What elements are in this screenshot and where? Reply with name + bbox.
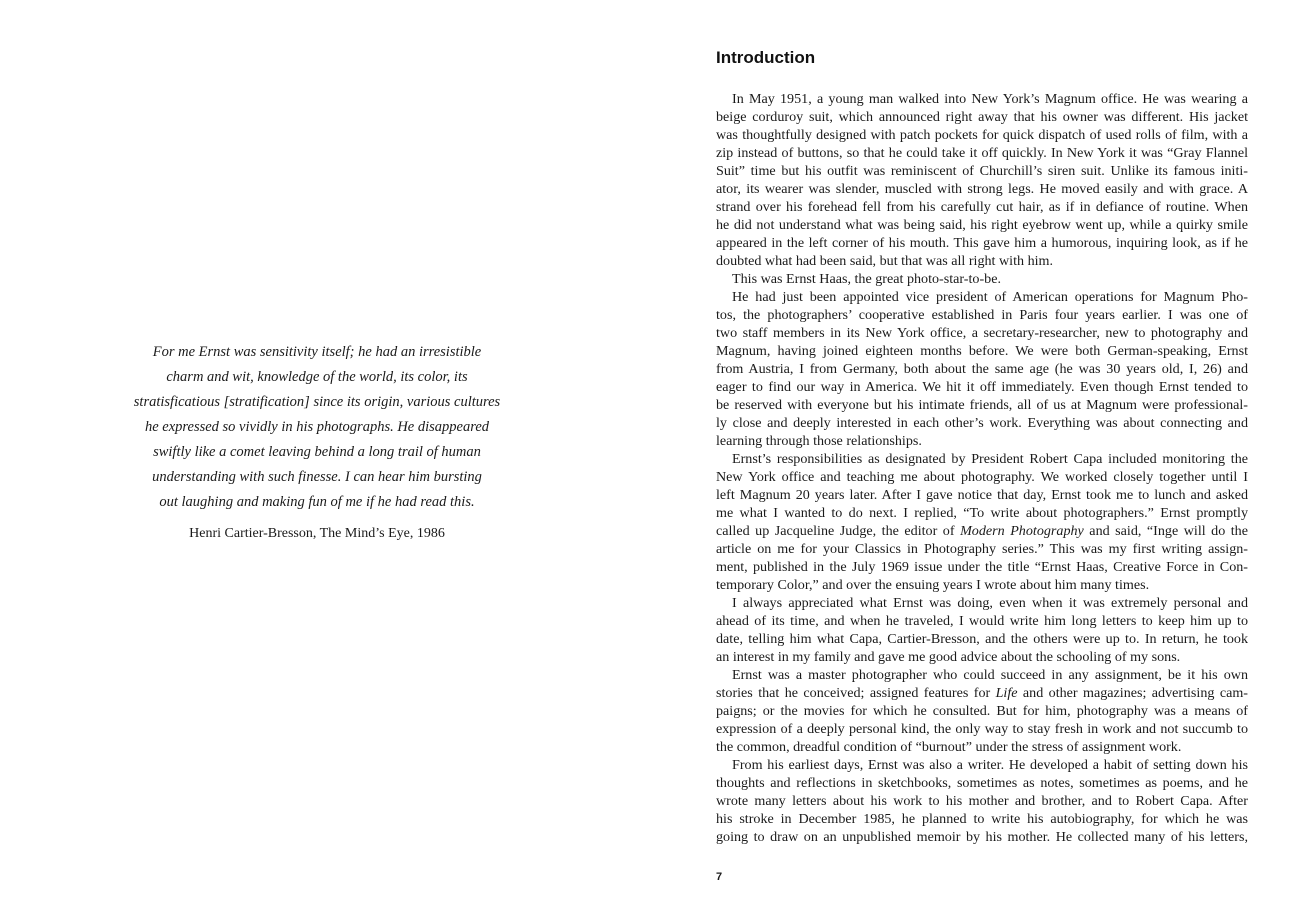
text-line xyxy=(716,360,1248,378)
text-line xyxy=(716,162,1248,180)
text-run: I always appreciated what Ernst was doing, even when it was extremely personal and xyxy=(732,595,1248,611)
text-line xyxy=(716,702,1248,720)
epigraph-line: he expressed so vividly in his photographs. He disappeared xyxy=(144,419,490,435)
text-run: thoughts and reflections in sketchbooks, sometimes as notes, sometimes as poems, and he xyxy=(716,775,1248,791)
text-line xyxy=(716,108,1248,126)
text-line xyxy=(716,432,1248,450)
text-run: doubted what had been said, but that was all right with him. xyxy=(716,253,1054,269)
text-line xyxy=(716,594,1248,612)
text-line xyxy=(716,504,1248,522)
text-line xyxy=(716,522,1248,540)
text-run: beige corduroy suit, which announced right away that his owner was different. His jacket xyxy=(716,109,1248,125)
text-line xyxy=(716,234,1248,252)
text-run: Magnum, having joined eighteen months before. We were both German-speaking, Ernst xyxy=(716,343,1248,359)
text-run: expression of a deeply personal kind, the only way to stay fresh in work and not succumb to xyxy=(716,721,1248,737)
text-line xyxy=(716,90,1248,108)
text-line xyxy=(716,666,1248,684)
text-line xyxy=(716,558,1248,576)
epigraph-line: understanding with such finesse. I can hear him bursting xyxy=(152,469,482,485)
text-run: learning through those relationships. xyxy=(716,433,922,449)
text-run: Ernst was a master photographer who could succeed in any assignment, be it his own xyxy=(732,667,1248,683)
text-run: the common, dreadful condition of “burnout” under the stress of assignment work. xyxy=(716,739,1182,755)
text-run: going to draw on an unpublished memoir by his mother. He collected many of his letters, xyxy=(716,829,1248,845)
text-line xyxy=(716,684,1248,702)
text-run: From his earliest days, Ernst was also a writer. He developed a habit of setting down his xyxy=(732,757,1248,773)
text-run: and said, “Inge will do the xyxy=(1083,523,1248,539)
text-run: Suit” time but his outfit was reminiscent of Churchill’s siren suit. Unlike its famous initi- xyxy=(716,163,1248,179)
text-run: be reserved with everyone but his intimate friends, all of us at Magnum were professional- xyxy=(716,397,1248,413)
introduction-body xyxy=(716,90,1248,846)
text-line xyxy=(716,774,1248,792)
text-run: tos, the photographers’ cooperative established in Paris four years earlier. I was one of xyxy=(716,307,1248,323)
epigraph-attribution: Henri Cartier-Bresson, The Mind’s Eye, 1986 xyxy=(189,526,445,541)
text-line xyxy=(716,306,1248,324)
text-line xyxy=(716,720,1248,738)
text-run: ator, its wearer was slender, muscled with strong legs. He moved easily and with grace. A xyxy=(716,181,1248,197)
text-line xyxy=(716,180,1248,198)
text-line xyxy=(716,288,1248,306)
text-run: wrote many letters about his work to his mother and brother, and to Robert Capa. After xyxy=(716,793,1248,809)
text-run: from Austria, I from Germany, both about the same age (he was 30 years old, I, 26) and xyxy=(716,361,1248,377)
epigraph-line: charm and wit, knowledge of the world, its color, its xyxy=(166,369,468,385)
text-run: an interest in my family and gave me good advice about the schooling of my sons. xyxy=(716,649,1181,665)
text-line xyxy=(716,324,1248,342)
page-number: 7 xyxy=(716,871,723,883)
text-run: He had just been appointed vice president of American operations for Magnum Pho- xyxy=(732,289,1248,305)
text-run: and other magazines; advertising cam- xyxy=(1017,685,1248,701)
text-run: two staff members in its New York office, a secretary-researcher, new to photography and xyxy=(716,325,1248,341)
text-line xyxy=(716,198,1248,216)
text-line xyxy=(716,396,1248,414)
text-run: strand over his forehead fell from his carefully cut hair, as if in defiance of routine. When xyxy=(716,199,1248,215)
epigraph-quote xyxy=(112,340,522,515)
text-run: In May 1951, a young man walked into New York’s Magnum office. He was wearing a xyxy=(732,91,1248,107)
text-run: New York office and teaching me about photography. We worked closely together until I xyxy=(716,469,1248,485)
text-line xyxy=(716,144,1248,162)
epigraph-line: out laughing and making fun of me if he had read this. xyxy=(159,494,475,510)
text-run: ahead of its time, and when he traveled, I would write him long letters to keep him up to xyxy=(716,613,1248,629)
text-run: left Magnum 20 years later. After I gave notice that day, Ernst took me to lunch and asked xyxy=(716,487,1248,503)
text-run: paigns; or the movies for which he consulted. But for him, photography was a means of xyxy=(716,703,1248,719)
text-run: called up Jacqueline Judge, the editor of xyxy=(716,523,961,539)
text-run: ly close and deeply interested in each other’s work. Everything was about connecting and xyxy=(716,415,1248,431)
epigraph-line: For me Ernst was sensitivity itself; he had an irresistible xyxy=(152,344,482,360)
text-line xyxy=(716,630,1248,648)
text-run: article on me for your Classics in Photography series.” This was my first writing assign- xyxy=(716,541,1248,557)
text-run: This was Ernst Haas, the great photo-star-to-be. xyxy=(732,271,1001,287)
text-line xyxy=(716,450,1248,468)
text-line xyxy=(716,468,1248,486)
text-run: he did not understand what was being said, his right eyebrow went up, while a quirky smile xyxy=(716,217,1248,233)
text-line xyxy=(716,792,1248,810)
text-run: his stroke in December 1985, he planned to write his autobiography, for which he was xyxy=(716,811,1248,827)
text-line xyxy=(716,216,1248,234)
text-line xyxy=(716,648,1248,666)
text-line xyxy=(716,828,1248,846)
text-line xyxy=(716,756,1248,774)
text-line xyxy=(716,486,1248,504)
text-run: appeared in the left corner of his mouth. This gave him a humorous, inquiring look, as if he xyxy=(716,235,1248,251)
text-line xyxy=(716,252,1248,270)
text-line xyxy=(716,378,1248,396)
epigraph-line: swiftly like a comet leaving behind a long trail of human xyxy=(153,444,481,460)
text-line xyxy=(716,810,1248,828)
text-line xyxy=(716,738,1248,756)
text-line xyxy=(716,576,1248,594)
text-line xyxy=(716,342,1248,360)
text-line xyxy=(716,270,1248,288)
italic-title: Modern Photography xyxy=(960,523,1084,539)
epigraph-line: stratisficatious [stratification] since its origin, various cultures xyxy=(133,394,501,410)
chapter-title: Introduction xyxy=(716,48,816,67)
text-run: Ernst’s responsibilities as designated by President Robert Capa included monitoring the xyxy=(732,451,1248,467)
text-run: me what I wanted to do next. I replied, “To write about photographers.” Ernst promptly xyxy=(716,505,1248,521)
text-line xyxy=(716,414,1248,432)
text-run: ment, published in the July 1969 issue under the title “Ernst Haas, Creative Force in Con- xyxy=(716,559,1248,575)
epigraph xyxy=(112,340,522,544)
text-run: date, telling him what Capa, Cartier-Bresson, and the others were up to. In return, he took xyxy=(716,631,1248,647)
text-run: stories that he conceived; assigned features for xyxy=(716,685,996,701)
text-run: was thoughtfully designed with patch pockets for quick dispatch of used rolls of film, with a xyxy=(716,127,1248,143)
text-line xyxy=(716,540,1248,558)
text-run: eager to find our way in America. We hit it off immediately. Even though Ernst tended to xyxy=(716,379,1248,395)
text-line xyxy=(716,612,1248,630)
italic-title: Life xyxy=(995,685,1018,701)
text-run: zip instead of buttons, so that he could take it off quickly. In New York it was “Gray Flannel xyxy=(716,145,1248,161)
text-run: temporary Color,” and over the ensuing years I wrote about him many times. xyxy=(716,577,1150,593)
text-line xyxy=(716,126,1248,144)
